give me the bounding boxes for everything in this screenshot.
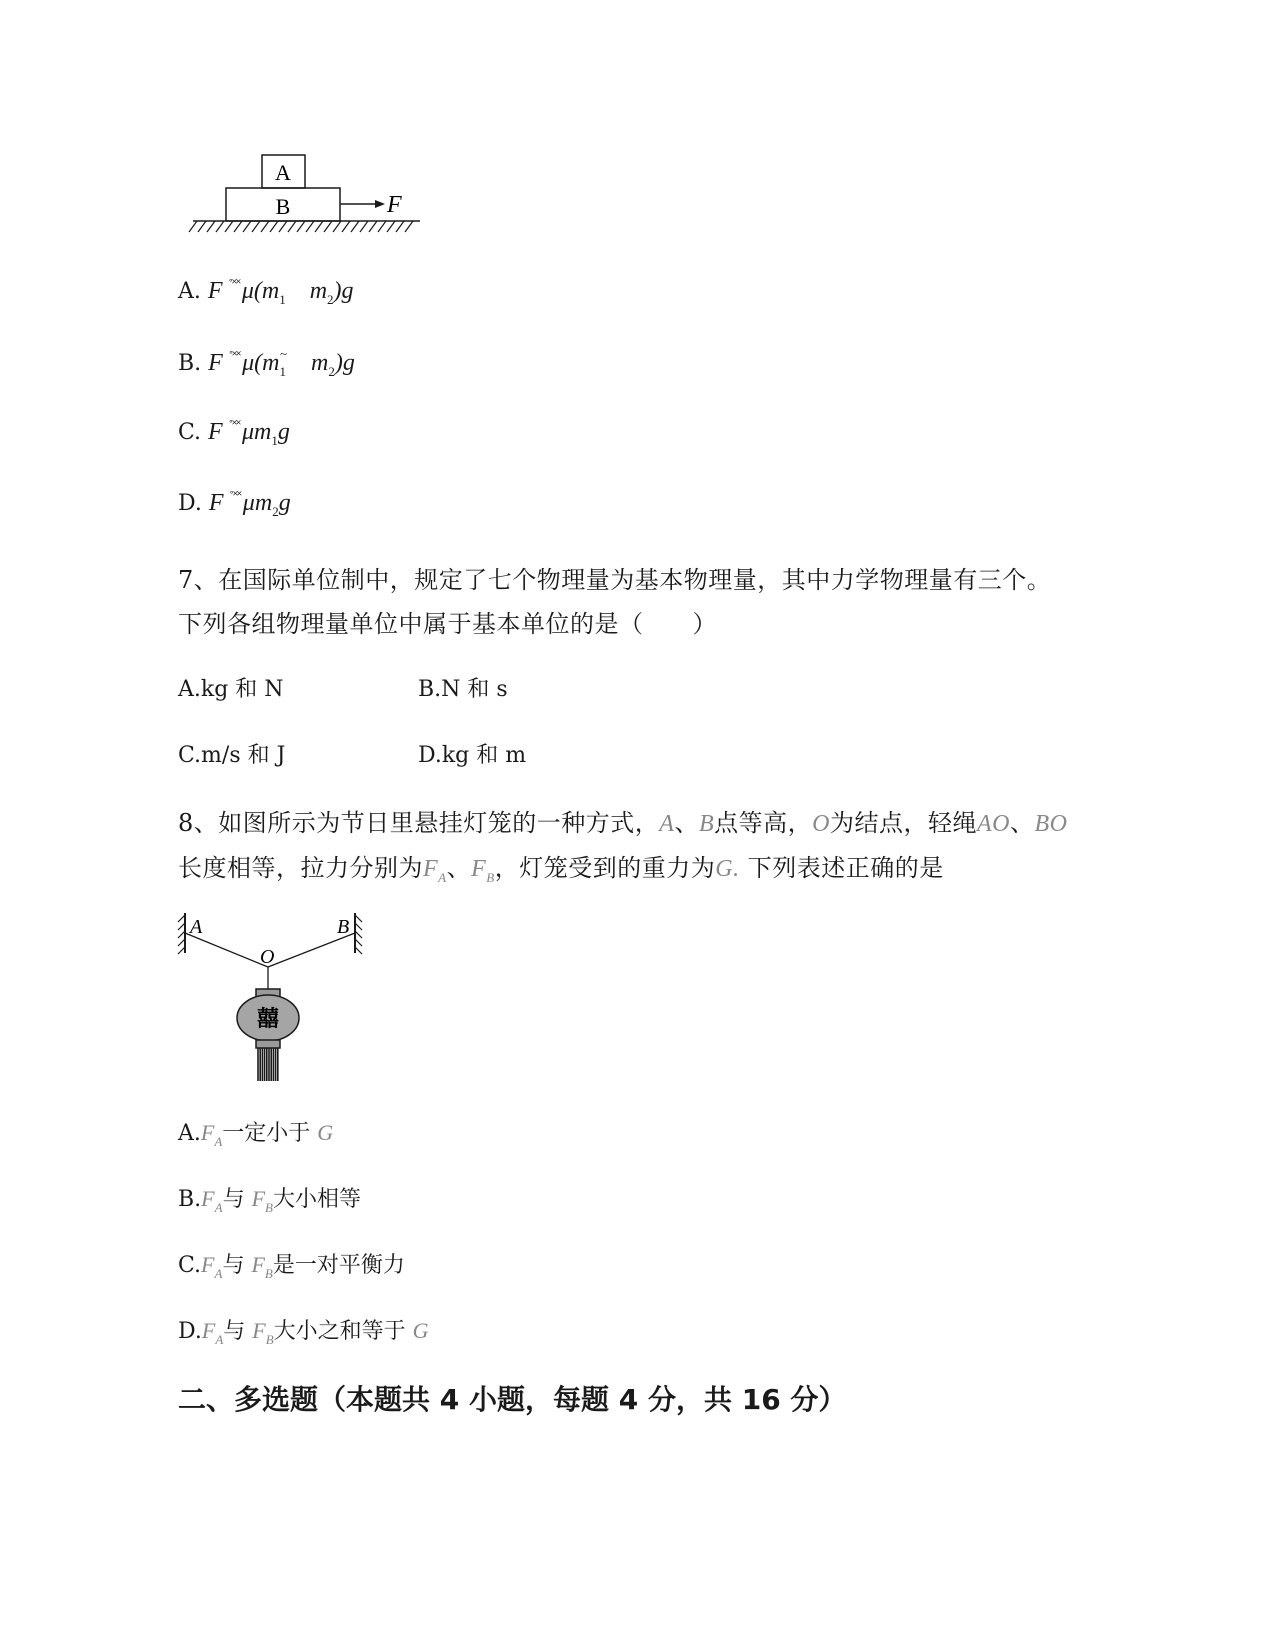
q6-option-c[interactable]: C. F $^{˚˟˟}\mu m_1g$ [178, 417, 290, 448]
hatch-line [405, 221, 413, 232]
hatch-line [207, 221, 215, 232]
hatch-line [306, 221, 314, 232]
wall-b-hatching [355, 915, 362, 954]
q8-option-a[interactable]: $A.F_A$一定小于 G [178, 1120, 334, 1149]
lantern-figure [175, 905, 375, 1090]
hatch-line [396, 221, 404, 232]
hatch-line [288, 221, 296, 232]
q8-stem-line1: 8、如图所示为节日里悬挂灯笼的一种方式，A、B点等高，O为结点，轻绳AO、BO [178, 809, 1068, 837]
q6-option-b[interactable]: B. F $^{˚˟˟}\mu(m_1^\sim$ $m_2)g$ [178, 346, 355, 379]
block-a-label: A [275, 160, 291, 185]
q7-option-b[interactable]: B.N 和 s [418, 677, 508, 702]
point-o-label: O [260, 946, 275, 968]
lantern-tassel [258, 1048, 278, 1081]
hatch-line [333, 221, 341, 232]
hatch-line [225, 221, 233, 232]
hatch-line [342, 221, 350, 232]
hatch-line [360, 221, 368, 232]
hatch-line [351, 221, 359, 232]
hatch-line [315, 221, 323, 232]
q7-stem-line1: 7、在国际单位制中，规定了七个物理量为基本物理量，其中力学物理量有三个。 [178, 566, 1052, 594]
hatch-line [252, 221, 260, 232]
q7-stem-line2: 下列各组物理量单位中属于基本单位的是（ ） [178, 610, 717, 638]
force-label: F [387, 192, 402, 218]
hatch-line [216, 221, 224, 232]
point-a-label: A [190, 916, 203, 938]
section-heading: 二、多选题（本题共 4 小题，每题 4 分，共 16 分） [178, 1383, 847, 1416]
q8-option-c[interactable]: $C.F_A$与 $F_B$是一对平衡力 [178, 1252, 405, 1281]
hatch-line [234, 221, 242, 232]
q7-option-d[interactable]: D.kg 和 m [418, 743, 527, 768]
ground-hatching [189, 221, 413, 232]
rope-bo [268, 933, 355, 967]
rope-ao [185, 933, 268, 967]
hatch-line [378, 221, 386, 232]
lantern-character: 囍 [256, 1007, 280, 1032]
hatch-line [297, 221, 305, 232]
q8-stem-line2: 长度相等，拉力分别为$F_A$、$F_B$，灯笼受到的重力为G. 下列表述正确的是 [178, 854, 944, 885]
lantern-bottom [256, 1040, 280, 1048]
q7-option-a[interactable]: A.kg 和 N [178, 677, 284, 702]
hatch-line [387, 221, 395, 232]
hatch-line [198, 221, 206, 232]
block-b-label: B [275, 194, 291, 219]
hatch-line [279, 221, 287, 232]
force-arrowhead [375, 200, 385, 208]
q6-option-a[interactable]: A. F $^{˚˟˟}\mu(m_1$ $m_2)g$ [178, 276, 354, 307]
hatch-line [324, 221, 332, 232]
hatch-line [189, 221, 197, 232]
q8-option-b[interactable]: $B.F_A$与 $F_B$大小相等 [178, 1186, 361, 1215]
q6-option-d[interactable]: D. F $^{˚˟˟}\mu m_2g$ [178, 488, 291, 519]
block-force-figure [185, 150, 430, 240]
hatch-line [270, 221, 278, 232]
q8-option-d[interactable]: $D.F_A$与 $F_B$大小之和等于 G [178, 1318, 429, 1347]
wall-a-hatching [178, 915, 185, 954]
hatch-line [243, 221, 251, 232]
hatch-line [369, 221, 377, 232]
q7-option-c[interactable]: C.m/s 和 J [178, 743, 286, 768]
point-b-label: B [337, 916, 350, 938]
hatch-line [261, 221, 269, 232]
